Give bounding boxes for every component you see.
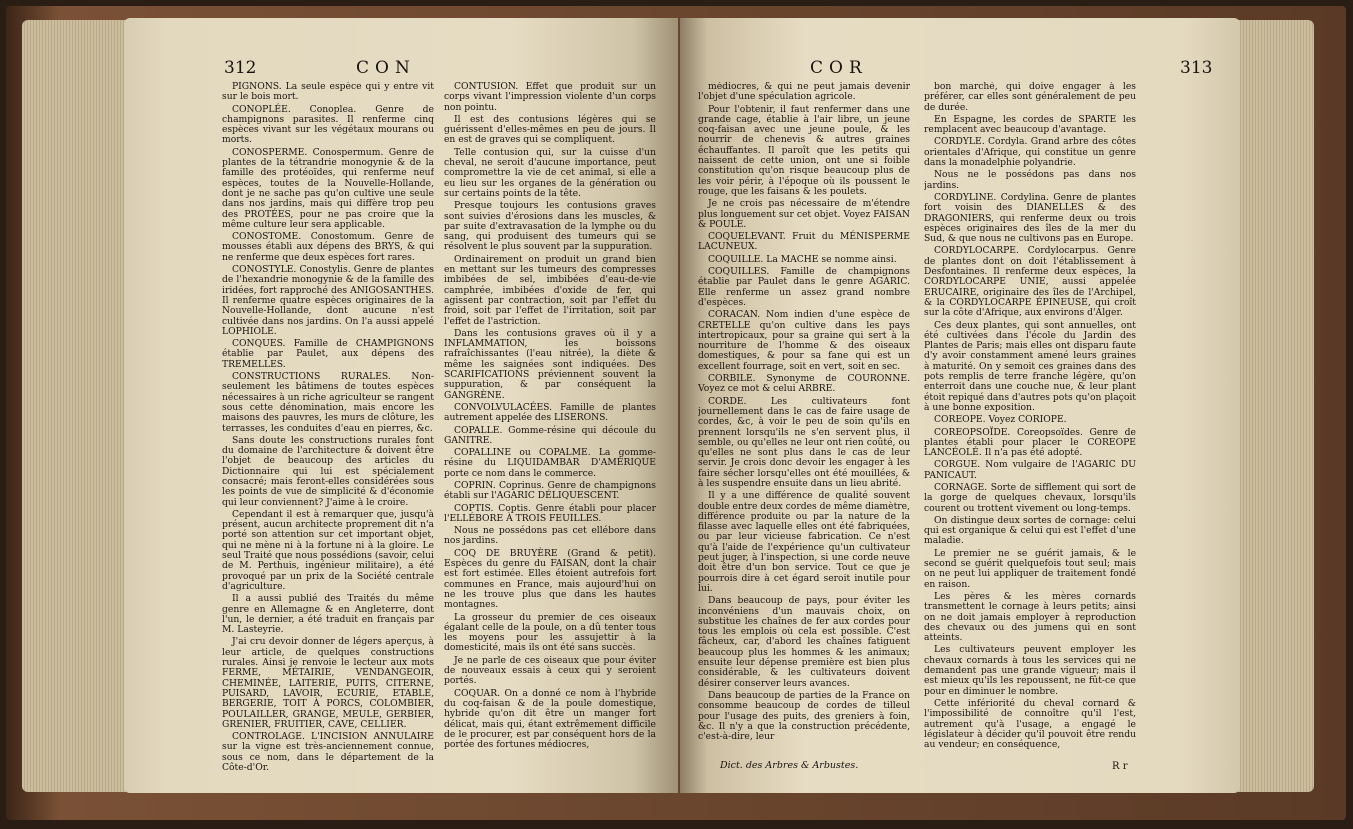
paragraph: CONTROLAGE. L'INCISION ANNULAIRE sur la vigne est très-anciennement connue, sous ce nom, dans le département de la Côte-d'Or. bbox=[222, 731, 434, 772]
paragraph: bon marché, qui doive engager à les préférer, car elles sont généralement de peu de durée. bbox=[924, 82, 1136, 113]
text-column-1 bbox=[698, 82, 910, 758]
paragraph: CORGUE. Nom vulgaire de l'AGARIC DU PANICAUT. bbox=[924, 459, 1136, 481]
paragraph: PIGNONS. La seule espèce qui y entre vit sur le bois mort. bbox=[222, 82, 434, 103]
paragraph: Je ne parle de ces oiseaux que pour éviter de nouveaux essais à ceux qui y seroient portés. bbox=[444, 654, 656, 687]
paragraph: Dans beaucoup de parties de la France on consomme beaucoup de cordes de tilleul pour l'usage des puits, des greniers à foin, &c. Il n'y a que la construction précédente, c'est-à-dire, leur bbox=[698, 689, 910, 743]
paragraph: CONVOLVULACÉES. Famille de plantes autrement appelée des LISERONS. bbox=[444, 401, 656, 424]
paragraph: COPALLE. Gomme-résine qui découle du GANITRE. bbox=[444, 424, 656, 446]
paragraph: Il a aussi publié des Traités du même genre en Allemagne & en Angleterre, dont l'un, le dernier, a été traduit en français par M. Lasteyrie. bbox=[222, 593, 434, 636]
paragraph: Cependant il est à remarquer que, jusqu'à présent, aucun architecte proprement dit n'a porté son attention sur cet important objet, qui ne mène ni à la fortune ni à la gloire. Le seul Traité que nous possédions (savoir, celui de M. Perthuis, ingénieur militaire), a été provoqué par un prix de la Société centrale d'agriculture. bbox=[222, 508, 434, 592]
paragraph: Ces deux plantes, qui sont annuelles, ont été cultivées dans l'école du Jardin des Plantes de Paris; mais elles ont disparu faute d'y avoir constamment amené leurs graines à maturité. On y semoit ces graines dans des pots remplis de terre franche légère, qu'on enterroit dans une couche nue, & leur plant étoit repiqué dans d'autres pots qu'on plaçoit à une bonne exposition. bbox=[924, 319, 1136, 413]
paragraph: CONOSTYLE. Conostylis. Genre de plantes de l'hexandrie monogynie & de la famille des iridées, fort rapproché des ANIGOSANTHES. Il renferme quatre espèces originaires de la Nouvelle-Hollande, dont aucune n'est cultivée dans nos jardins. On l'a aussi appelé LOPHIOLE. bbox=[222, 264, 434, 337]
paragraph: CORNAGE. Sorte de sifflement qui sort de la gorge de quelques chevaux, lorsqu'ils courent ou trottent vivement ou long-temps. bbox=[924, 481, 1136, 514]
paragraph: CORACAN. Nom indien d'une espèce de CRETELLE qu'on cultive dans les pays intertropicaux, pour sa graine qui sert à la nourriture de l'homme & des oiseaux domestiques, & pour sa fane qui est un excellent fourrage, soit en vert, soit en sec. bbox=[698, 309, 910, 372]
right-page-edges bbox=[1238, 20, 1314, 792]
paragraph: Pour l'obtenir, il faut renfermer dans une grande cage, établie à l'air libre, un jeune coq-faisan avec une jeune poule, & les nourrir de chenevis & autres graines échauffantes. Il paroît que les petits qui naissent de cette union, ont une si foible constitution qu'on risque beaucoup plus de les voir périr, à l'époque où ils poussent le rouge, que les faisans & les poulets. bbox=[698, 103, 910, 197]
running-header: CON bbox=[356, 58, 416, 78]
paragraph: Nous ne possédons pas cet ellébore dans nos jardins. bbox=[444, 525, 656, 547]
paragraph: COPRIN. Coprinus. Genre de champignons établi sur l'AGARIC DÉLIQUESCENT. bbox=[444, 479, 656, 502]
paragraph: Cette infériorité du cheval cornard & l'impossibilité de connoître qu'il l'est, autrement qu'à l'usage, a engagé le législateur à décider qu'il pouvoit être rendu au vendeur; en conséquence, bbox=[924, 697, 1136, 751]
paragraph: Ordinairement on produit un grand bien en mettant sur les tumeurs des compresses imbibées de sel, imbibées d'eau-de-vie camphrée, imbibées d'oxide de fer, qui agissent par contraction, soit par l'effet du froid, soit par l'effet de l'irritation, soit par l'effet de l'astriction. bbox=[444, 253, 656, 327]
paragraph: Le premier ne se guérit jamais, & le second se guérit quelquefois tout seul; mais on ne peut lui appliquer de traitement fondé en raison. bbox=[924, 547, 1136, 590]
paragraph: Telle contusion qui, sur la cuisse d'un cheval, ne seroit d'aucune importance, peut compromettre la vie de cet animal, si elle a eu lieu sur les organes de la génération ou sur certains points de la tête. bbox=[444, 146, 656, 199]
paragraph: Dans les contusions graves où il y a INFLAMMATION, les boissons rafraîchissantes (l'eau nitrée), la diète & même les saignées sont indiquées. Des SCARIFICATIONS préviennent souvent la suppuration, & par conséquent la GANGRÈNE. bbox=[444, 327, 656, 401]
paragraph: CONOSPERME. Conospermum. Genre de plantes de la tétrandrie monogynie & de la famille des protéoïdes, qui renferme neuf espèces, toutes de la Nouvelle-Hollande, dont je ne sache pas qu'on cultive une seule dans nos jardins, mais qui diffère trop peu des PROTÉES, pour ne pas croire que la même culture leur sera applicable. bbox=[222, 146, 434, 230]
paragraph: COQUAR. On a donné ce nom à l'hybride du coq-faisan & de la poule domestique, hybride qu'on dit être un manger fort délicat, mais qui, étant extrêmement difficile de le procurer, est par conséquent hors de la portée des fortunes médiocres, bbox=[444, 687, 656, 751]
paragraph: Les pères & les mères cornards transmettent le cornage à leurs petits; ainsi on ne doit jamais employer à reproduction des chevaux ou des jumens qui en sont atteints. bbox=[924, 590, 1136, 644]
paragraph: En Espagne, les cordes de SPARTE les remplacent avec beaucoup d'avantage. bbox=[924, 113, 1136, 136]
paragraph: CONOSTOME. Conostomum. Genre de mousses établi aux dépens des BRYS, & qui ne renferme que deux espèces fort rares. bbox=[222, 231, 434, 263]
paragraph: Dans beaucoup de pays, pour éviter les inconvéniens d'un mauvais choix, on substitue les chaînes de fer aux cordes pour tous les emplois où cela est possible. C'est fâcheux, car, d'abord les chaînes fatiguent beaucoup plus les hommes & les animaux; ensuite leur dépense première est bien plus considérable, & les cultivateurs doivent désirer conserver leurs avances. bbox=[698, 595, 910, 689]
paragraph: Nous ne le possédons pas dans nos jardins. bbox=[924, 169, 1136, 191]
paragraph: Il y a une différence de qualité souvent double entre deux cordes de même diamètre, différence produite ou par la nature de la filasse avec laquelle elles ont été fabriquées, ou par leur vicieuse fabrication. Ce n'est qu'à l'aide de l'expérience qu'un cultivateur peut juger, à l'inspection, si une corde neuve doit être d'un bon service. Tout ce que je pourrois dire à cet égard seroit inutile pour lui. bbox=[698, 490, 910, 594]
paragraph: COQUILLES. Famille de champignons établie par Paulet dans le genre AGARIC. Elle renferme un assez grand nombre d'espèces. bbox=[698, 266, 910, 308]
paragraph: CORBILE. Synonyme de COURONNE. Voyez ce mot & celui ARBRE. bbox=[698, 373, 910, 395]
paragraph: COQ DE BRUYÈRE (Grand & petit). Espèces du genre du FAISAN, dont la chair est fort estimée. Elles étoient autrefois fort communes en France, mais aujourd'hui on ne les trouve plus que dans les hautes montagnes. bbox=[444, 547, 656, 611]
left-page-edges bbox=[22, 20, 126, 792]
paragraph: CORDYLINE. Cordylina. Genre de plantes fort voisin des DIANELLES & des DRAGONIERS, qui renferme deux ou trois espèces originaires des îles de la mer du Sud, & que nous ne cultivons pas en Europe. bbox=[924, 191, 1136, 245]
paragraph: COREOPSOÏDE. Coreopsoïdes. Genre de plantes établi pour placer le COREOPE LANCÉOLÉ. Il n'a pas été adopté. bbox=[924, 426, 1136, 459]
paragraph: Il est des contusions légères qui se guérissent d'elles-mêmes en peu de jours. Il en est de graves qui se compliquent. bbox=[444, 113, 656, 146]
page-number: 312 bbox=[224, 58, 257, 78]
text-column-1 bbox=[222, 82, 434, 772]
paragraph: CONTUSION. Effet que produit sur un corps vivant l'impression violente d'un corps non pointu. bbox=[444, 82, 656, 113]
paragraph: Je ne crois pas nécessaire de m'étendre plus longuement sur cet objet. Voyez FAISAN & POULE. bbox=[698, 198, 910, 230]
page-number: 313 bbox=[1180, 58, 1213, 78]
paragraph: COPTIS. Coptis. Genre établi pour placer l'ELLÉBORE À TROIS FEUILLES. bbox=[444, 502, 656, 524]
footer-signature-title: Dict. des Arbres & Arbustes. bbox=[720, 760, 859, 771]
right-page bbox=[680, 18, 1240, 793]
paragraph: médiocres, & qui ne peut jamais devenir l'objet d'une spéculation agricole. bbox=[698, 82, 910, 103]
text-column-2 bbox=[924, 82, 1136, 772]
paragraph: Presque toujours les contusions graves sont suivies d'érosions dans les muscles, & par suite d'extravasation de la lymphe ou du sang, qui produisent des tumeurs qui se résolvent le plus souvent par la suppuration. bbox=[444, 200, 656, 253]
paragraph: COPALLINE ou COPALME. La gomme-résine du LIQUIDAMBAR D'AMÉRIQUE porte ce nom dans le commerce. bbox=[444, 447, 656, 479]
paragraph: CONOPLÉE. Conoplea. Genre de champignons parasites. Il renferme cinq espèces vivant sur les végétaux mourans ou morts. bbox=[222, 103, 434, 146]
paragraph: CORDYLE. Cordyla. Grand arbre des côtes orientales d'Afrique, qui constitue un genre dans la monadelphie polyandrie. bbox=[924, 136, 1136, 169]
running-header: COR bbox=[810, 58, 868, 78]
signature-mark: R r bbox=[1112, 761, 1128, 772]
paragraph: CONSTRUCTIONS RURALES. Non-seulement les bâtimens de toutes espèces nécessaires à un riche agriculteur se rangent sous cette dénomination, mais encore les maisons des pauvres, les murs de clôture, les terrasses, les conduites d'eau en pierres, &c. bbox=[222, 371, 434, 434]
paragraph: CONQUES. Famille de CHAMPIGNONS établie par Paulet, aux dépens des TREMELLES. bbox=[222, 338, 434, 370]
paragraph: On distingue deux sortes de cornage: celui qui est organique & celui qui est l'effet d'une maladie. bbox=[924, 514, 1136, 547]
paragraph: Les cultivateurs peuvent employer les chevaux cornards à tous les services qui ne demandent pas une grande vigueur; mais il est mieux qu'ils les repoussent, ne fût-ce que pour en diminuer le nombre. bbox=[924, 644, 1136, 697]
paragraph: COREOPE. Voyez CORIOPE. bbox=[934, 414, 1067, 426]
paragraph: Sans doute les constructions rurales font du domaine de l'architecture & doivent être l'objet de beaucoup des articles du Dictionnaire qui lui est spécialement consacré; mais feront-elles considérées sous les points de vue de simplicité & d'économie qui leur conviennent? J'aime à le croire. bbox=[222, 434, 434, 508]
paragraph: J'ai cru devoir donner de légers aperçus, à leur article, de quelques constructions rurales. Ainsi je renvoie le lecteur aux mots FERME, MÉTAIRIE, VENDANGEOIR, CHEMINÉE, LAITERIE, PUITS, CITERNE, PUISARD, LAVOIR, ECURIE, ETABLE, BERGERIE, TOIT À PORCS, COLOMBIER, POULAILLER, GRANGE, MEULE, GERBIER, GRENIER, FRUITIER, CAVE, CELLIER. bbox=[222, 636, 434, 730]
paragraph: COQUELEVANT. Fruit du MÉNISPERME LACUNEUX. bbox=[698, 231, 910, 253]
paragraph: CORDYLOCARPE. Cordylocarpus. Genre de plantes dont on doit l'établissement à Desfontaines. Il renferme deux espèces, la CORDYLOCARPE UNIE, aussi appelée ERUCAIRE, originaire des îles de l'Archipel, & la CORDYLOCARPE ÉPINEUSE, qui croît sur la côte d'Afrique, aux environs d'Alger. bbox=[924, 245, 1136, 319]
paragraph: COQUILLE. La MACHE se nomme ainsi. bbox=[708, 253, 897, 265]
text-column-2 bbox=[444, 82, 656, 772]
paragraph: CORDE. Les cultivateurs font journellement dans le cas de faire usage de cordes, &c, à voir le peu de soin qu'ils en prennent lorsqu'ils ne s'en servent plus, il semble, ou qu'elles ne leur ont rien coûté, ou qu'elles ne sont plus dans le cas de leur servir. Je crois donc devoir les engager à les faire sécher lorsqu'elles ont été mouillées, & à les suspendre ensuite dans un lieu abrité. bbox=[698, 395, 910, 489]
paragraph: La grosseur du premier de ces oiseaux égalant celle de la poule, on a dû tenter tous les moyens pour les assujettir à la domesticité, mais ils ont été sans succès. bbox=[444, 611, 656, 654]
left-page bbox=[124, 18, 678, 793]
